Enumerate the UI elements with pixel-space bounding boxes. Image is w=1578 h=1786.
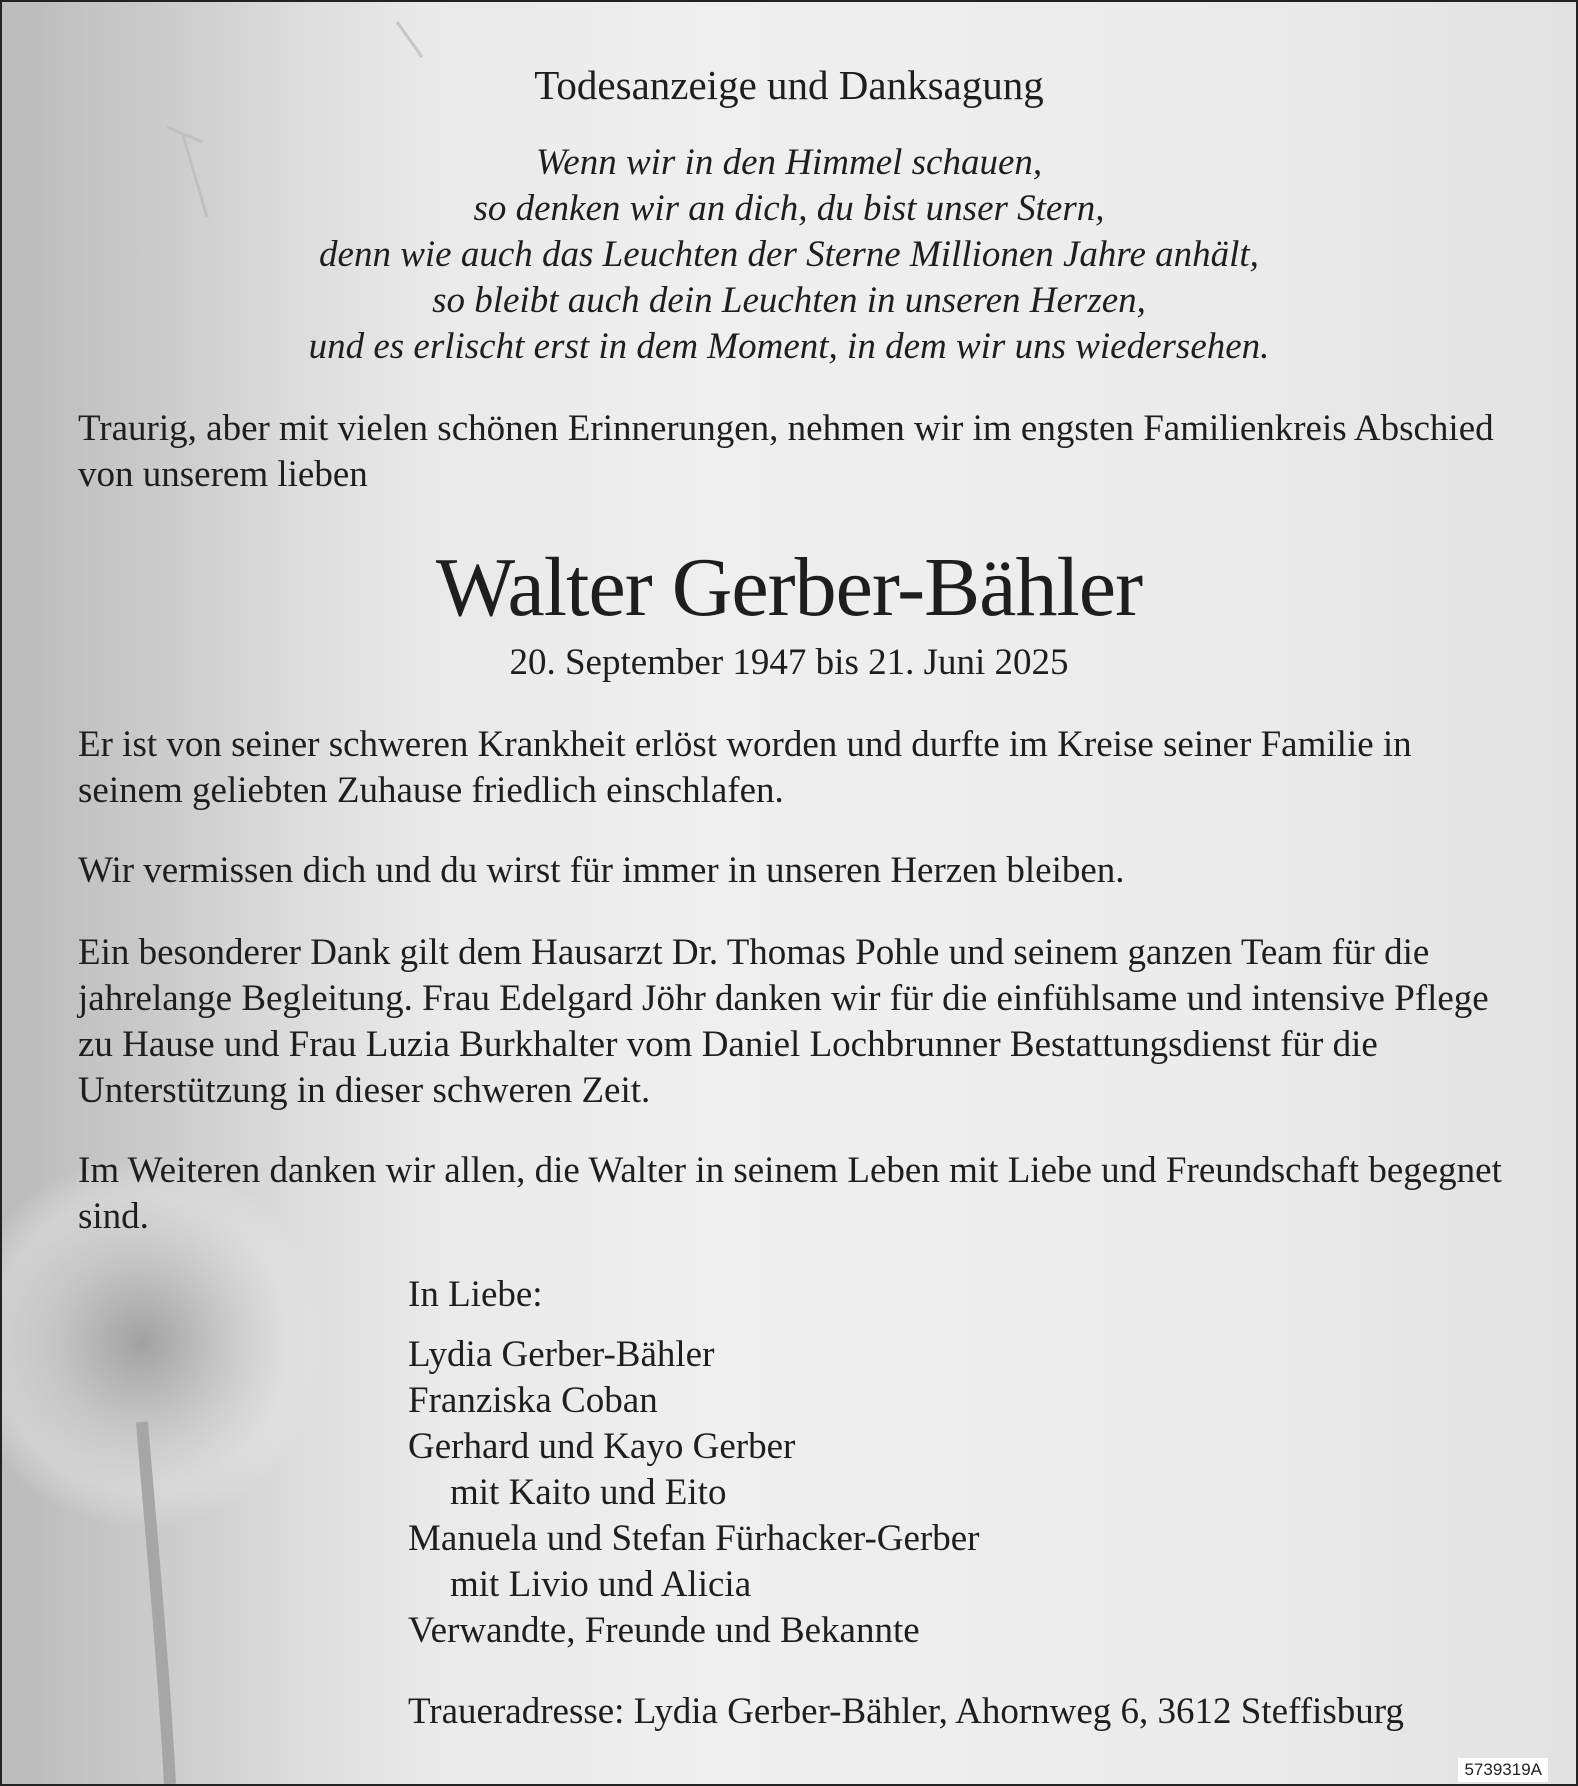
signer-name: Gerhard und Kayo Gerber <box>408 1426 796 1467</box>
signer-name: Lydia Gerber-Bähler <box>408 1334 715 1375</box>
signer-name: mit Livio und Alicia <box>450 1564 752 1605</box>
signer-name: Verwandte, Freunde und Bekannte <box>408 1610 920 1651</box>
signer-name: mit Kaito und Eito <box>450 1472 727 1513</box>
poem-line: Wenn wir in den Himmel schauen, <box>535 142 1043 183</box>
deceased-name: Walter Gerber-Bähler <box>435 541 1143 634</box>
poem-line: und es erlischt erst in dem Moment, in dem wir uns wiedersehen. <box>308 326 1270 367</box>
signoff-intro: In Liebe: <box>408 1274 543 1315</box>
paragraph-thanks-all: Im Weiteren danken wir allen, die Walter in seinem Leben mit Liebe und Freundschaft begegnet sind. <box>78 1150 1502 1237</box>
poem-line: so denken wir an dich, du bist unser Stern, <box>473 188 1105 229</box>
intro-paragraph: Traurig, aber mit vielen schönen Erinnerungen, nehmen wir im engsten Familienkreis Abschied von unserem lieben <box>78 408 1494 495</box>
poem-line: so bleibt auch dein Leuchten in unseren Herzen, <box>432 280 1146 321</box>
signer-name: Manuela und Stefan Fürhacker-Gerber <box>408 1518 980 1559</box>
notice-title: Todesanzeige und Danksagung <box>534 62 1044 108</box>
paragraph-thanks-care: Ein besonderer Dank gilt dem Hausarzt Dr. Thomas Pohle und seinem ganzen Team für die jahrelange Begleitung. Frau Edelgard Jöhr danken wir für die einfühlsame und intensive Pflege zu Hause und Frau Luzia Burkhalter vom Daniel Lochbrunner Bestattungsdienst für die Unterstützung in dieser schweren Zeit. <box>78 932 1489 1111</box>
poem-line: denn wie auch das Leuchten der Sterne Millionen Jahre anhält, <box>319 234 1259 275</box>
paragraph-remembrance: Wir vermissen dich und du wirst für immer in unseren Herzen bleiben. <box>78 850 1125 891</box>
signoff-block <box>408 1272 980 1654</box>
signer-name: Franziska Coban <box>408 1380 658 1421</box>
ad-number: 5739319A <box>1458 1758 1548 1782</box>
mourning-address: Traueradresse: Lydia Gerber-Bähler, Ahornweg 6, 3612 Steffisburg <box>408 1691 1404 1732</box>
life-dates: 20. September 1947 bis 21. Juni 2025 <box>509 642 1069 683</box>
paragraph-farewell: Er ist von seiner schweren Krankheit erlöst worden und durfte im Kreise seiner Familie in seinem geliebten Zuhause friedlich einschlafen. <box>78 724 1412 811</box>
poem <box>2 140 1576 370</box>
